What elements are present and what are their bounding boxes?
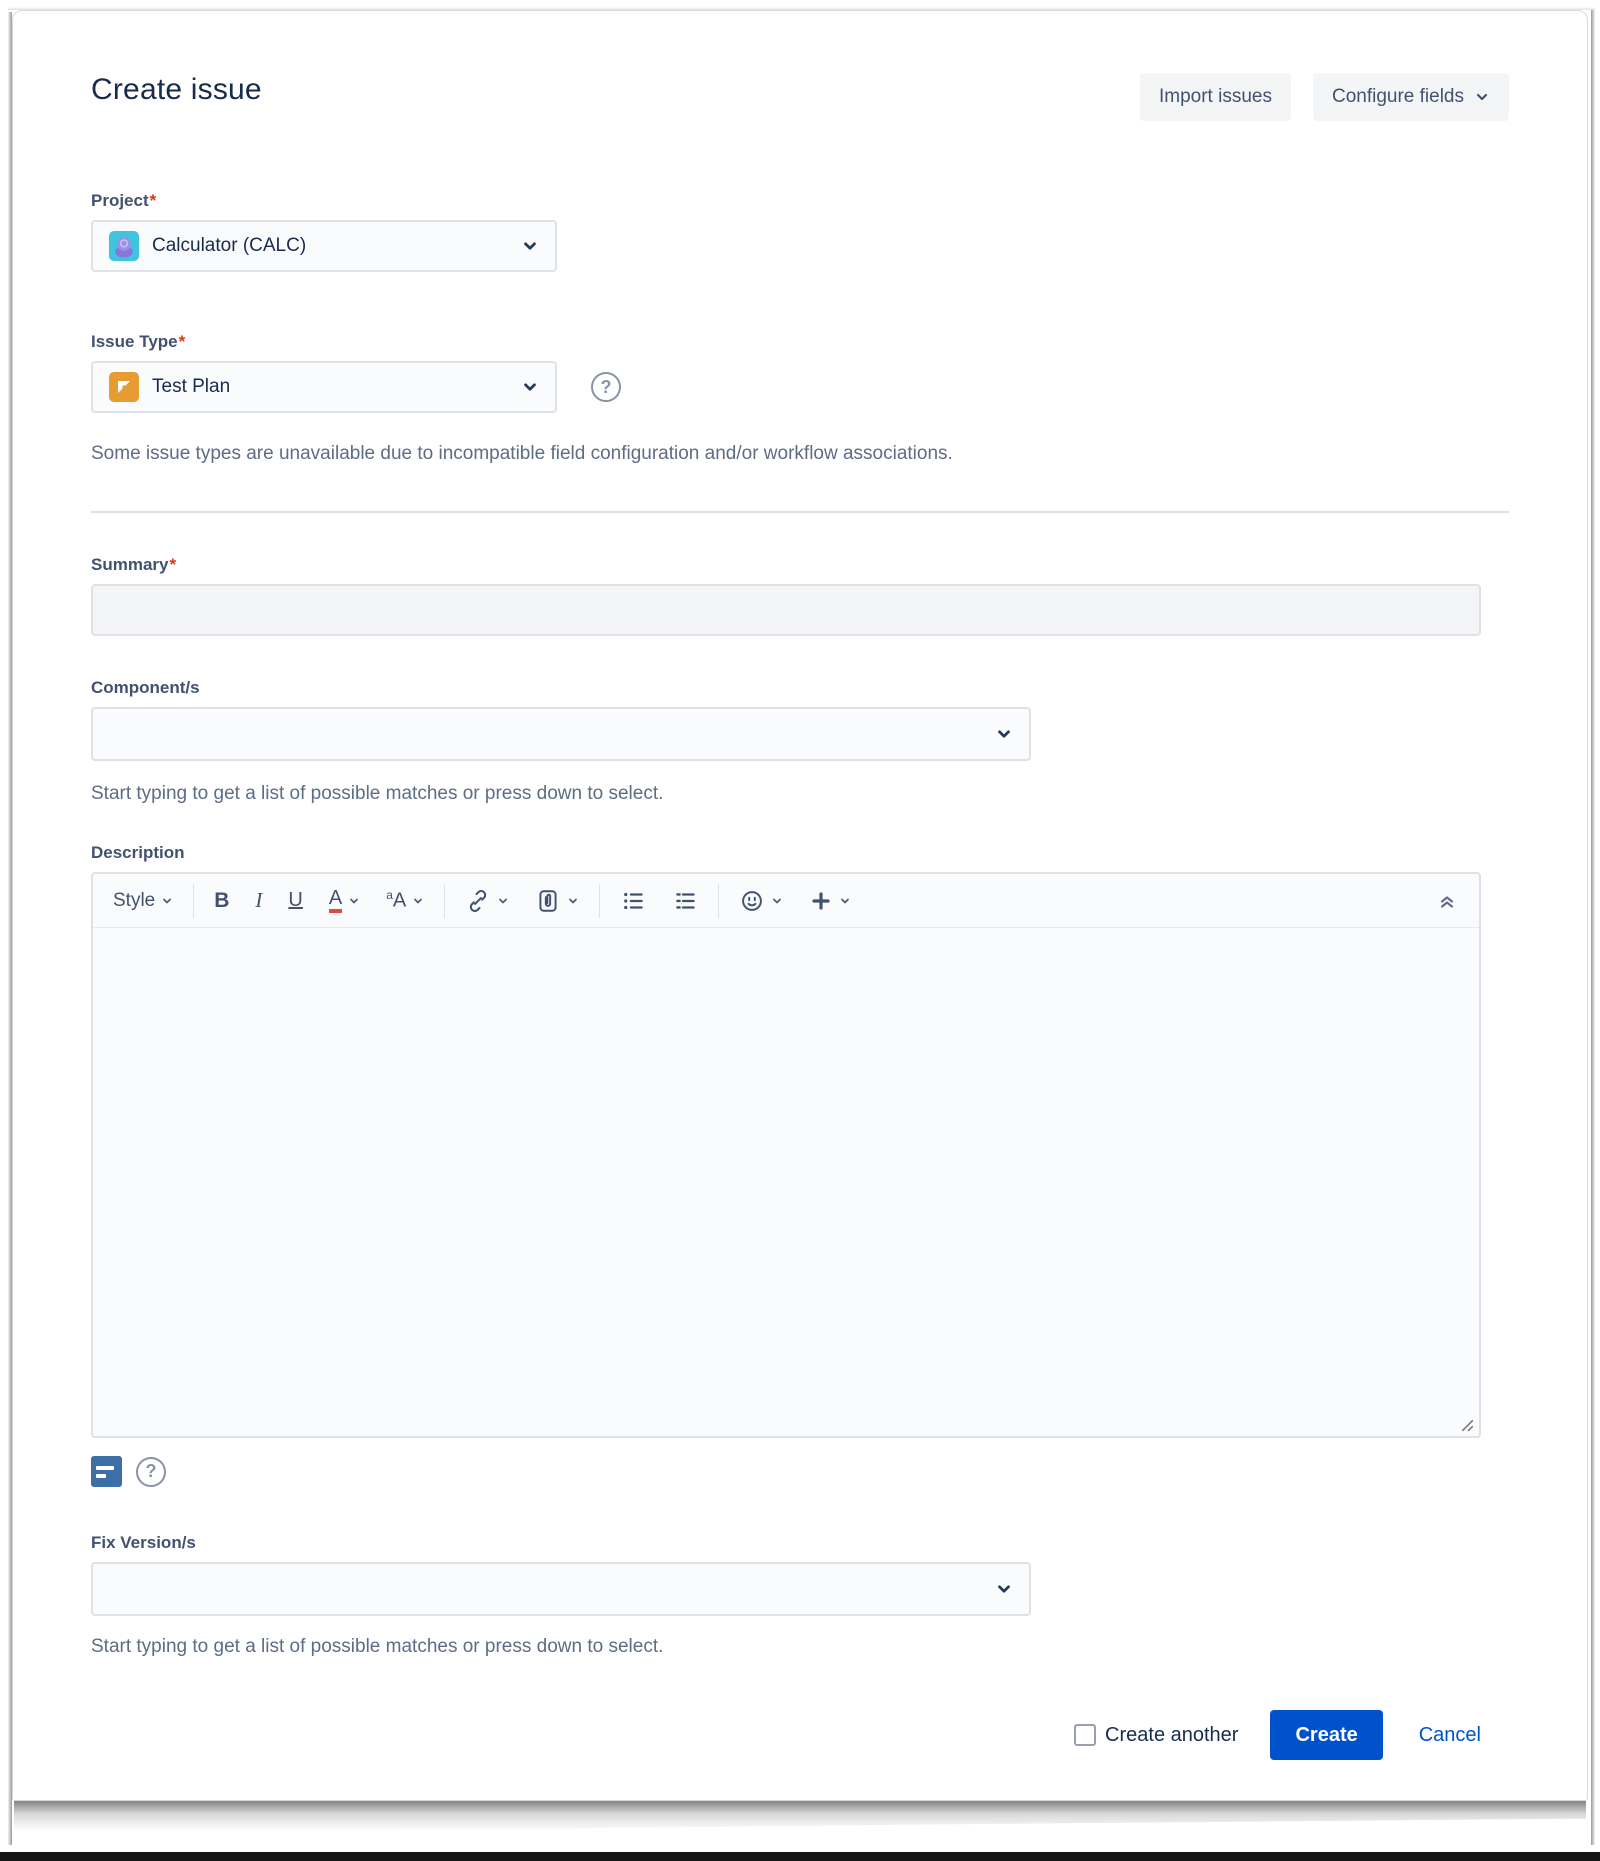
chevron-down-icon bbox=[348, 895, 360, 907]
attachment-dropdown[interactable] bbox=[535, 888, 579, 914]
description-help-icon[interactable]: ? bbox=[136, 1457, 166, 1487]
summary-input[interactable] bbox=[91, 584, 1481, 636]
attachment-icon bbox=[535, 888, 561, 914]
emoji-icon bbox=[739, 888, 765, 914]
text-color-dropdown[interactable] bbox=[329, 888, 360, 913]
issue-type-select-value: Test Plan bbox=[152, 376, 231, 397]
chevron-down-icon bbox=[839, 895, 851, 907]
chevron-down-icon bbox=[521, 378, 539, 396]
chevron-down-icon bbox=[412, 895, 424, 907]
chevron-down-icon bbox=[771, 895, 783, 907]
text-color-icon: A bbox=[329, 888, 342, 913]
page-title: Create issue bbox=[91, 73, 262, 106]
create-another-checkbox[interactable] bbox=[1074, 1724, 1096, 1746]
required-asterisk: * bbox=[149, 191, 157, 210]
project-label: Project* bbox=[91, 191, 157, 210]
create-another-label: Create another bbox=[1105, 1723, 1239, 1746]
project-field bbox=[91, 191, 1509, 272]
fix-versions-select[interactable] bbox=[91, 1562, 1031, 1616]
description-field bbox=[91, 843, 1509, 1487]
issue-type-field bbox=[91, 332, 1509, 465]
issue-type-help-icon[interactable]: ? bbox=[591, 372, 621, 402]
link-dropdown[interactable] bbox=[465, 888, 509, 914]
chevron-down-icon bbox=[161, 895, 173, 907]
required-asterisk: * bbox=[178, 332, 186, 351]
image-frame-bottom bbox=[0, 1852, 1600, 1861]
project-select[interactable] bbox=[91, 220, 557, 272]
header-buttons bbox=[1140, 73, 1509, 121]
description-textarea[interactable] bbox=[93, 928, 1479, 1436]
dialog-footer bbox=[91, 1710, 1481, 1760]
italic-button[interactable]: I bbox=[255, 888, 263, 912]
components-label: Component/s bbox=[91, 678, 200, 697]
components-helper: Start typing to get a list of possible matches or press down to select. bbox=[91, 783, 664, 804]
project-avatar-icon bbox=[109, 231, 139, 261]
create-button[interactable]: Create bbox=[1270, 1710, 1382, 1760]
summary-label: Summary* bbox=[91, 555, 177, 574]
section-divider bbox=[91, 511, 1509, 513]
toolbar-separator bbox=[599, 884, 600, 918]
toolbar-separator bbox=[193, 884, 194, 918]
toolbar-separator bbox=[444, 884, 445, 918]
chevron-down-icon bbox=[567, 895, 579, 907]
bullet-list-button[interactable] bbox=[620, 888, 646, 914]
import-issues-button[interactable] bbox=[1140, 73, 1291, 121]
numbered-list-button[interactable] bbox=[672, 888, 698, 914]
components-field bbox=[91, 678, 1509, 805]
create-issue-dialog bbox=[12, 10, 1588, 1801]
create-another-option[interactable] bbox=[1074, 1724, 1238, 1747]
dialog-header bbox=[91, 73, 1509, 121]
chevron-down-icon bbox=[995, 1580, 1013, 1598]
configure-fields-button[interactable] bbox=[1313, 73, 1509, 121]
issue-type-note: Some issue types are unavailable due to incompatible field configuration and/or workflow associations. bbox=[91, 443, 953, 464]
summary-field bbox=[91, 555, 1509, 636]
bold-button[interactable]: B bbox=[214, 888, 230, 912]
chevron-down-icon bbox=[521, 237, 539, 255]
import-issues-label: Import issues bbox=[1158, 86, 1272, 107]
fix-versions-helper: Start typing to get a list of possible matches or press down to select. bbox=[91, 1636, 664, 1657]
chevron-down-icon bbox=[1474, 89, 1490, 105]
fix-versions-label: Fix Version/s bbox=[91, 1533, 196, 1552]
project-select-value: Calculator (CALC) bbox=[152, 235, 307, 256]
emoji-dropdown[interactable] bbox=[739, 888, 783, 914]
description-label: Description bbox=[91, 843, 185, 862]
text-style-dropdown[interactable] bbox=[386, 888, 424, 913]
style-dropdown[interactable]: Style bbox=[113, 890, 173, 912]
components-select[interactable] bbox=[91, 707, 1031, 761]
resize-handle[interactable] bbox=[1460, 1418, 1474, 1432]
underline-button[interactable]: U bbox=[288, 889, 303, 911]
insert-plus-icon bbox=[809, 889, 833, 913]
test-plan-icon bbox=[109, 372, 139, 402]
required-asterisk: * bbox=[169, 555, 177, 574]
description-toolbar bbox=[93, 874, 1479, 928]
page-curl-shadow bbox=[14, 1801, 1586, 1833]
fix-versions-field bbox=[91, 1533, 1509, 1658]
chevron-down-icon bbox=[995, 725, 1013, 743]
configure-fields-label: Configure fields bbox=[1331, 86, 1464, 107]
description-editor bbox=[91, 872, 1481, 1438]
chevron-down-icon bbox=[497, 895, 509, 907]
insert-more-dropdown[interactable] bbox=[809, 889, 851, 913]
image-frame-right bbox=[1591, 10, 1595, 1845]
wiki-markup-icon[interactable] bbox=[91, 1456, 122, 1487]
toolbar-separator bbox=[718, 884, 719, 918]
editor-footer-icons bbox=[91, 1456, 1509, 1487]
issue-type-select[interactable] bbox=[91, 361, 557, 413]
issue-type-label: Issue Type* bbox=[91, 332, 186, 351]
link-icon bbox=[465, 888, 491, 914]
collapse-toolbar-icon[interactable] bbox=[1435, 889, 1459, 913]
cancel-link[interactable]: Cancel bbox=[1418, 1723, 1481, 1746]
text-style-icon: $^a$A bbox=[386, 888, 407, 912]
